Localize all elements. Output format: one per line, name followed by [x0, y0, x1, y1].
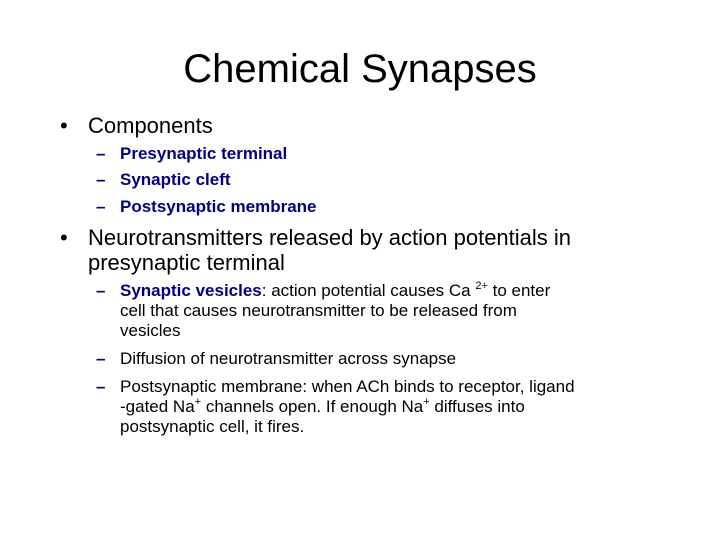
bullet-text: [88, 225, 571, 275]
subitem-line-3: vesicles: [120, 321, 181, 340]
superscript: +: [194, 396, 202, 408]
subitem-text: Postsynaptic membrane: [120, 197, 317, 216]
subitem-line-2-a: -gated Na: [120, 397, 195, 416]
dash-mark: –: [96, 349, 106, 368]
dash-mark: –: [96, 281, 106, 300]
subitem-line-1-tail: to enter: [487, 281, 551, 300]
subitem-line-3: postsynaptic cell, it fires.: [120, 417, 305, 436]
bullet-text: Components: [88, 113, 213, 138]
subitem-line-1: [120, 281, 550, 301]
subitem-text: Diffusion of neurotransmitter across synapse: [120, 349, 457, 368]
dash-mark: –: [96, 170, 106, 189]
subitem-line-2: cell that causes neurotransmitter to be released from: [120, 301, 517, 320]
subitem-line-1-text: : action potential causes Ca: [261, 281, 476, 300]
subitem-text: [120, 377, 575, 437]
subitem-line-2-b: channels open. If enough Na: [201, 397, 424, 416]
dash-mark: –: [96, 377, 106, 396]
term-synaptic-vesicles: Synaptic vesicles: [120, 281, 262, 300]
subitem-text: [120, 281, 550, 341]
subitem-text: Synaptic cleft: [120, 170, 231, 189]
bullet-line-2: presynaptic terminal: [88, 250, 285, 275]
slide-title: Chemical Synapses: [183, 47, 537, 91]
superscript: 2+: [475, 280, 488, 292]
bullet-mark: •: [60, 113, 68, 138]
superscript: +: [423, 396, 430, 408]
dash-mark: –: [96, 144, 106, 163]
bullet-line-1: Neurotransmitters released by action potentials in: [88, 225, 572, 250]
subitem-line-2: [120, 397, 575, 417]
dash-mark: –: [96, 197, 106, 216]
subitem-line-2-c: diffuses into: [429, 397, 525, 416]
subitem-line-1: Postsynaptic membrane: when ACh binds to receptor, ligand: [120, 377, 575, 396]
subitem-text: Presynaptic terminal: [120, 144, 288, 163]
bullet-mark: •: [60, 225, 68, 250]
